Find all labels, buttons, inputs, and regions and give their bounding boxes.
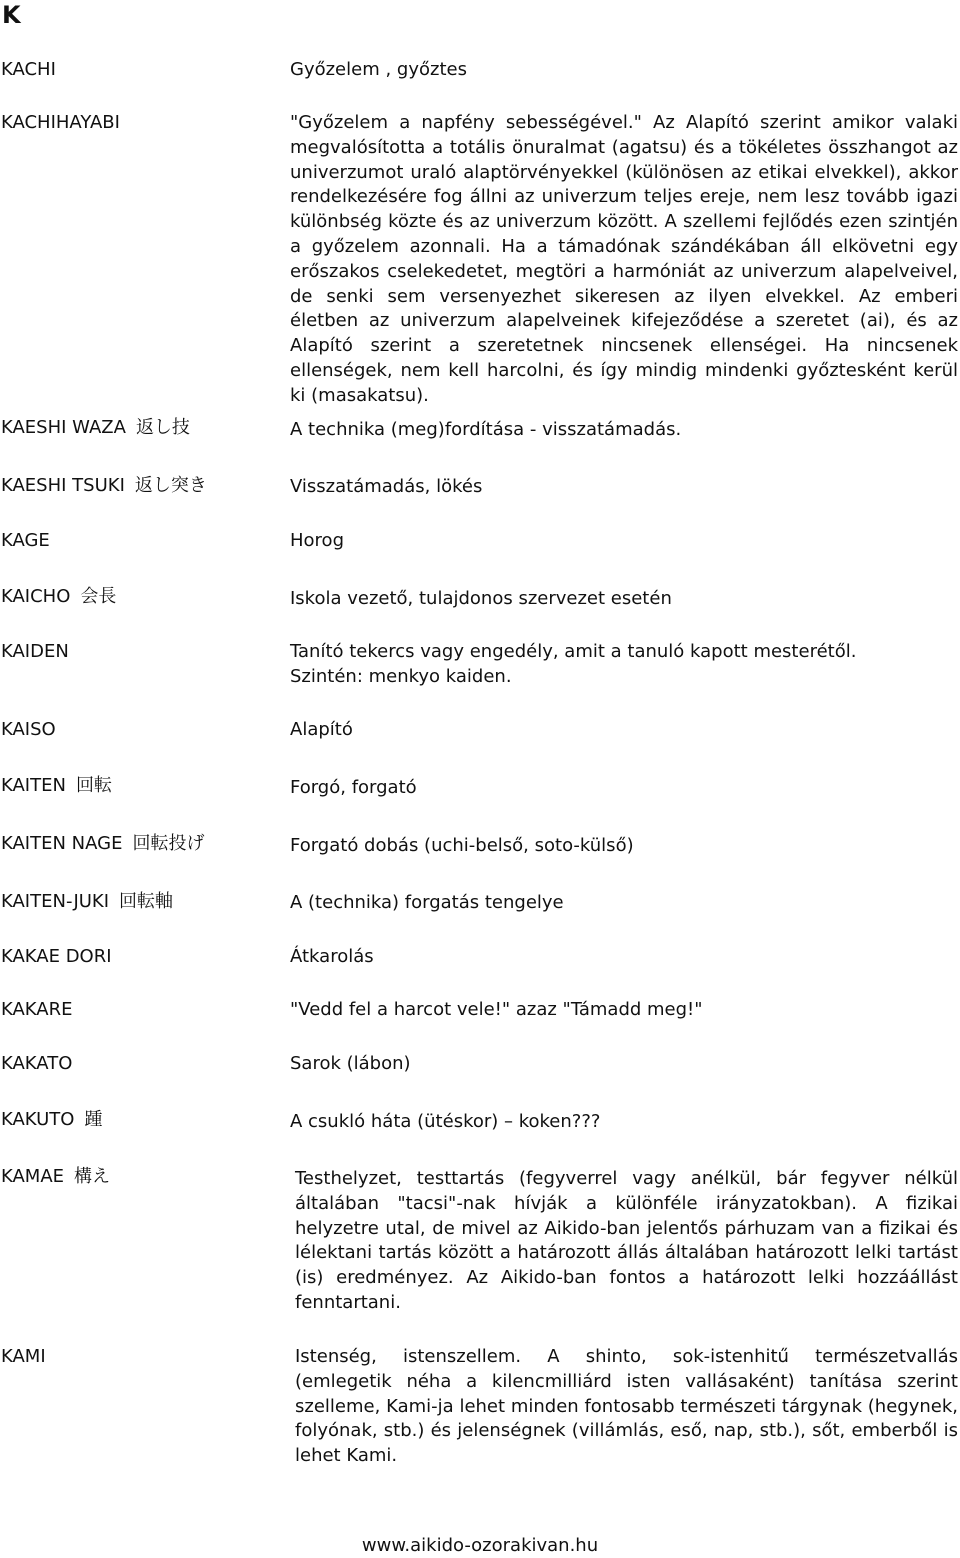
term-label: KAMI [1,1346,46,1367]
definition-line: Tanító tekercs vagy engedély, amit a tanuló kapott mesterétől. [290,641,857,662]
definition-kakae-dori: Átkarolás [290,946,374,967]
definition-kachihayabi: "Győzelem a napfény sebességével." Az Alapító szerint amikor valaki megvalósította a totális önuralmat (agatsu) és a tökéletes összhangot az univerzumot uraló alaptörvényekkel (különösen az etikai elvekkel), akkor rendelkezésére fog állni az univerzum teljes ereje, nem lesz tovább igazi különbség közte és az univerzum között. A szellemi fejlődés ezen szintjén a győzelem azonnali. Ha a támadónak szándékában áll elkövetni egy erőszakos cselekedetet, megtöri a harmóniát az univerzum alapelveivel, de senki sem versenyezhet sikeresen az ilyen elvekkel. Az emberi életben az univerzum alapelveinek kifejeződése a szeretet (ai), és az Alapító szerint a szeretetnek nincsenek ellenségei. Ha nincsenek ellenségek, nem kell harcolni, és így mindig mindenki győztesként kerül ki (masakatsu). [290,112,958,406]
definition-kakato: Sarok (lábon) [290,1053,411,1074]
term-label: KAKAE DORI [1,946,112,967]
term-label: KAITEN NAGE [1,833,123,854]
definition-line: Szintén: menkyo kaiden. [290,665,512,687]
term-kanji: 回転投げ [132,833,205,854]
term-label: KAIDEN [1,641,69,662]
term-kaiten [1,774,112,798]
term-kakuto [1,1108,102,1132]
definition-kaiden [290,640,958,690]
definition-kachi: Győzelem , győztes [290,59,467,80]
definition-kaiso: Alapító [290,719,353,740]
definition-kaiten-juki: A (technika) forgatás tengelye [290,892,564,913]
term-kaicho [1,585,116,609]
term-label: KAITEN-JUKI [1,891,110,912]
definition-kamae: Testhelyzet, testtartás (fegyverrel vagy anélkül, bár fegyver nélkül általában "tacsi"-nak hívják a különféle irányzatokban). A fizikai helyzetre utal, de mivel az Aikido-ban jelentős párhuzam van a fizikai és lélektani tartás között a határozott állás általában határozott lelki tartást (is) eredményez. Az Aikido-ban fontos a határozott lelki hozzáállást fenntartani. [295,1168,958,1313]
term-label: KAESHI TSUKI [1,475,125,496]
term-kanji: 回転軸 [119,891,174,912]
definition-kaeshi-tsuki: Visszatámadás, lökés [290,476,483,497]
term-label: KAKATO [1,1053,73,1074]
term-kaeshi-tsuki [1,474,207,498]
term-kanji: 踵 [84,1109,103,1130]
term-kakae-dori [1,945,112,969]
term-kakato [1,1052,72,1076]
definition-kaiten-nage: Forgató dobás (uchi-belső, soto-külső) [290,835,634,856]
term-kami [1,1345,46,1369]
term-label: KAKARE [1,999,73,1020]
term-kamae [1,1165,110,1189]
term-kage [1,529,50,553]
definition-kaiten: Forgó, forgató [290,777,417,798]
term-label: KAESHI WAZA [1,417,126,438]
term-label: KAICHO [1,586,71,607]
definition-kaicho: Iskola vezető, tulajdonos szervezet esetén [290,588,672,609]
definition-kakare: "Vedd fel a harcot vele!" azaz "Támadd meg!" [290,999,703,1020]
term-kanji: 構え [74,1166,111,1187]
term-kanji: 回転 [75,775,112,796]
term-label: KACHI [1,59,56,80]
term-kanji: 会長 [80,586,117,607]
term-label: KACHIHAYABI [1,112,120,133]
term-label: KAITEN [1,775,66,796]
term-kaiten-nage [1,832,204,856]
term-label: KAGE [1,530,50,551]
term-kaiso [1,718,56,742]
footer-url: www.aikido-ozorakivan.hu [361,1535,599,1556]
definition-kage: Horog [290,530,344,551]
term-kachi [1,58,56,82]
term-kaeshi-waza [1,416,190,440]
definition-kakuto: A csukló háta (ütéskor) – koken??? [290,1111,601,1132]
term-kaiden [1,640,69,664]
definition-kami: Istenség, istenszellem. A shinto, sok-istenhitű természetvallás (emlegetik néha a kilencmilliárd isten vallásaként) tanítása szerint szelleme, Kami-ja lehet minden fontosabb természeti tárgynak (hegynek, folyónak, stb.) és jelenségnek (villámlás, eső, nap, stb.), sőt, emberből is lehet Kami. [295,1346,958,1467]
term-kanji: 返し突き [134,475,207,496]
term-kanji: 返し技 [135,417,190,438]
definition-kaeshi-waza: A technika (meg)fordítása - visszatámadás. [290,419,682,440]
section-letter: K [2,1,21,29]
term-label: KAISO [1,719,56,740]
term-kachihayabi [1,111,120,135]
term-label: KAMAE [1,1166,65,1187]
term-kaiten-juki [1,890,173,914]
term-label: KAKUTO [1,1109,75,1130]
term-kakare [1,998,72,1022]
